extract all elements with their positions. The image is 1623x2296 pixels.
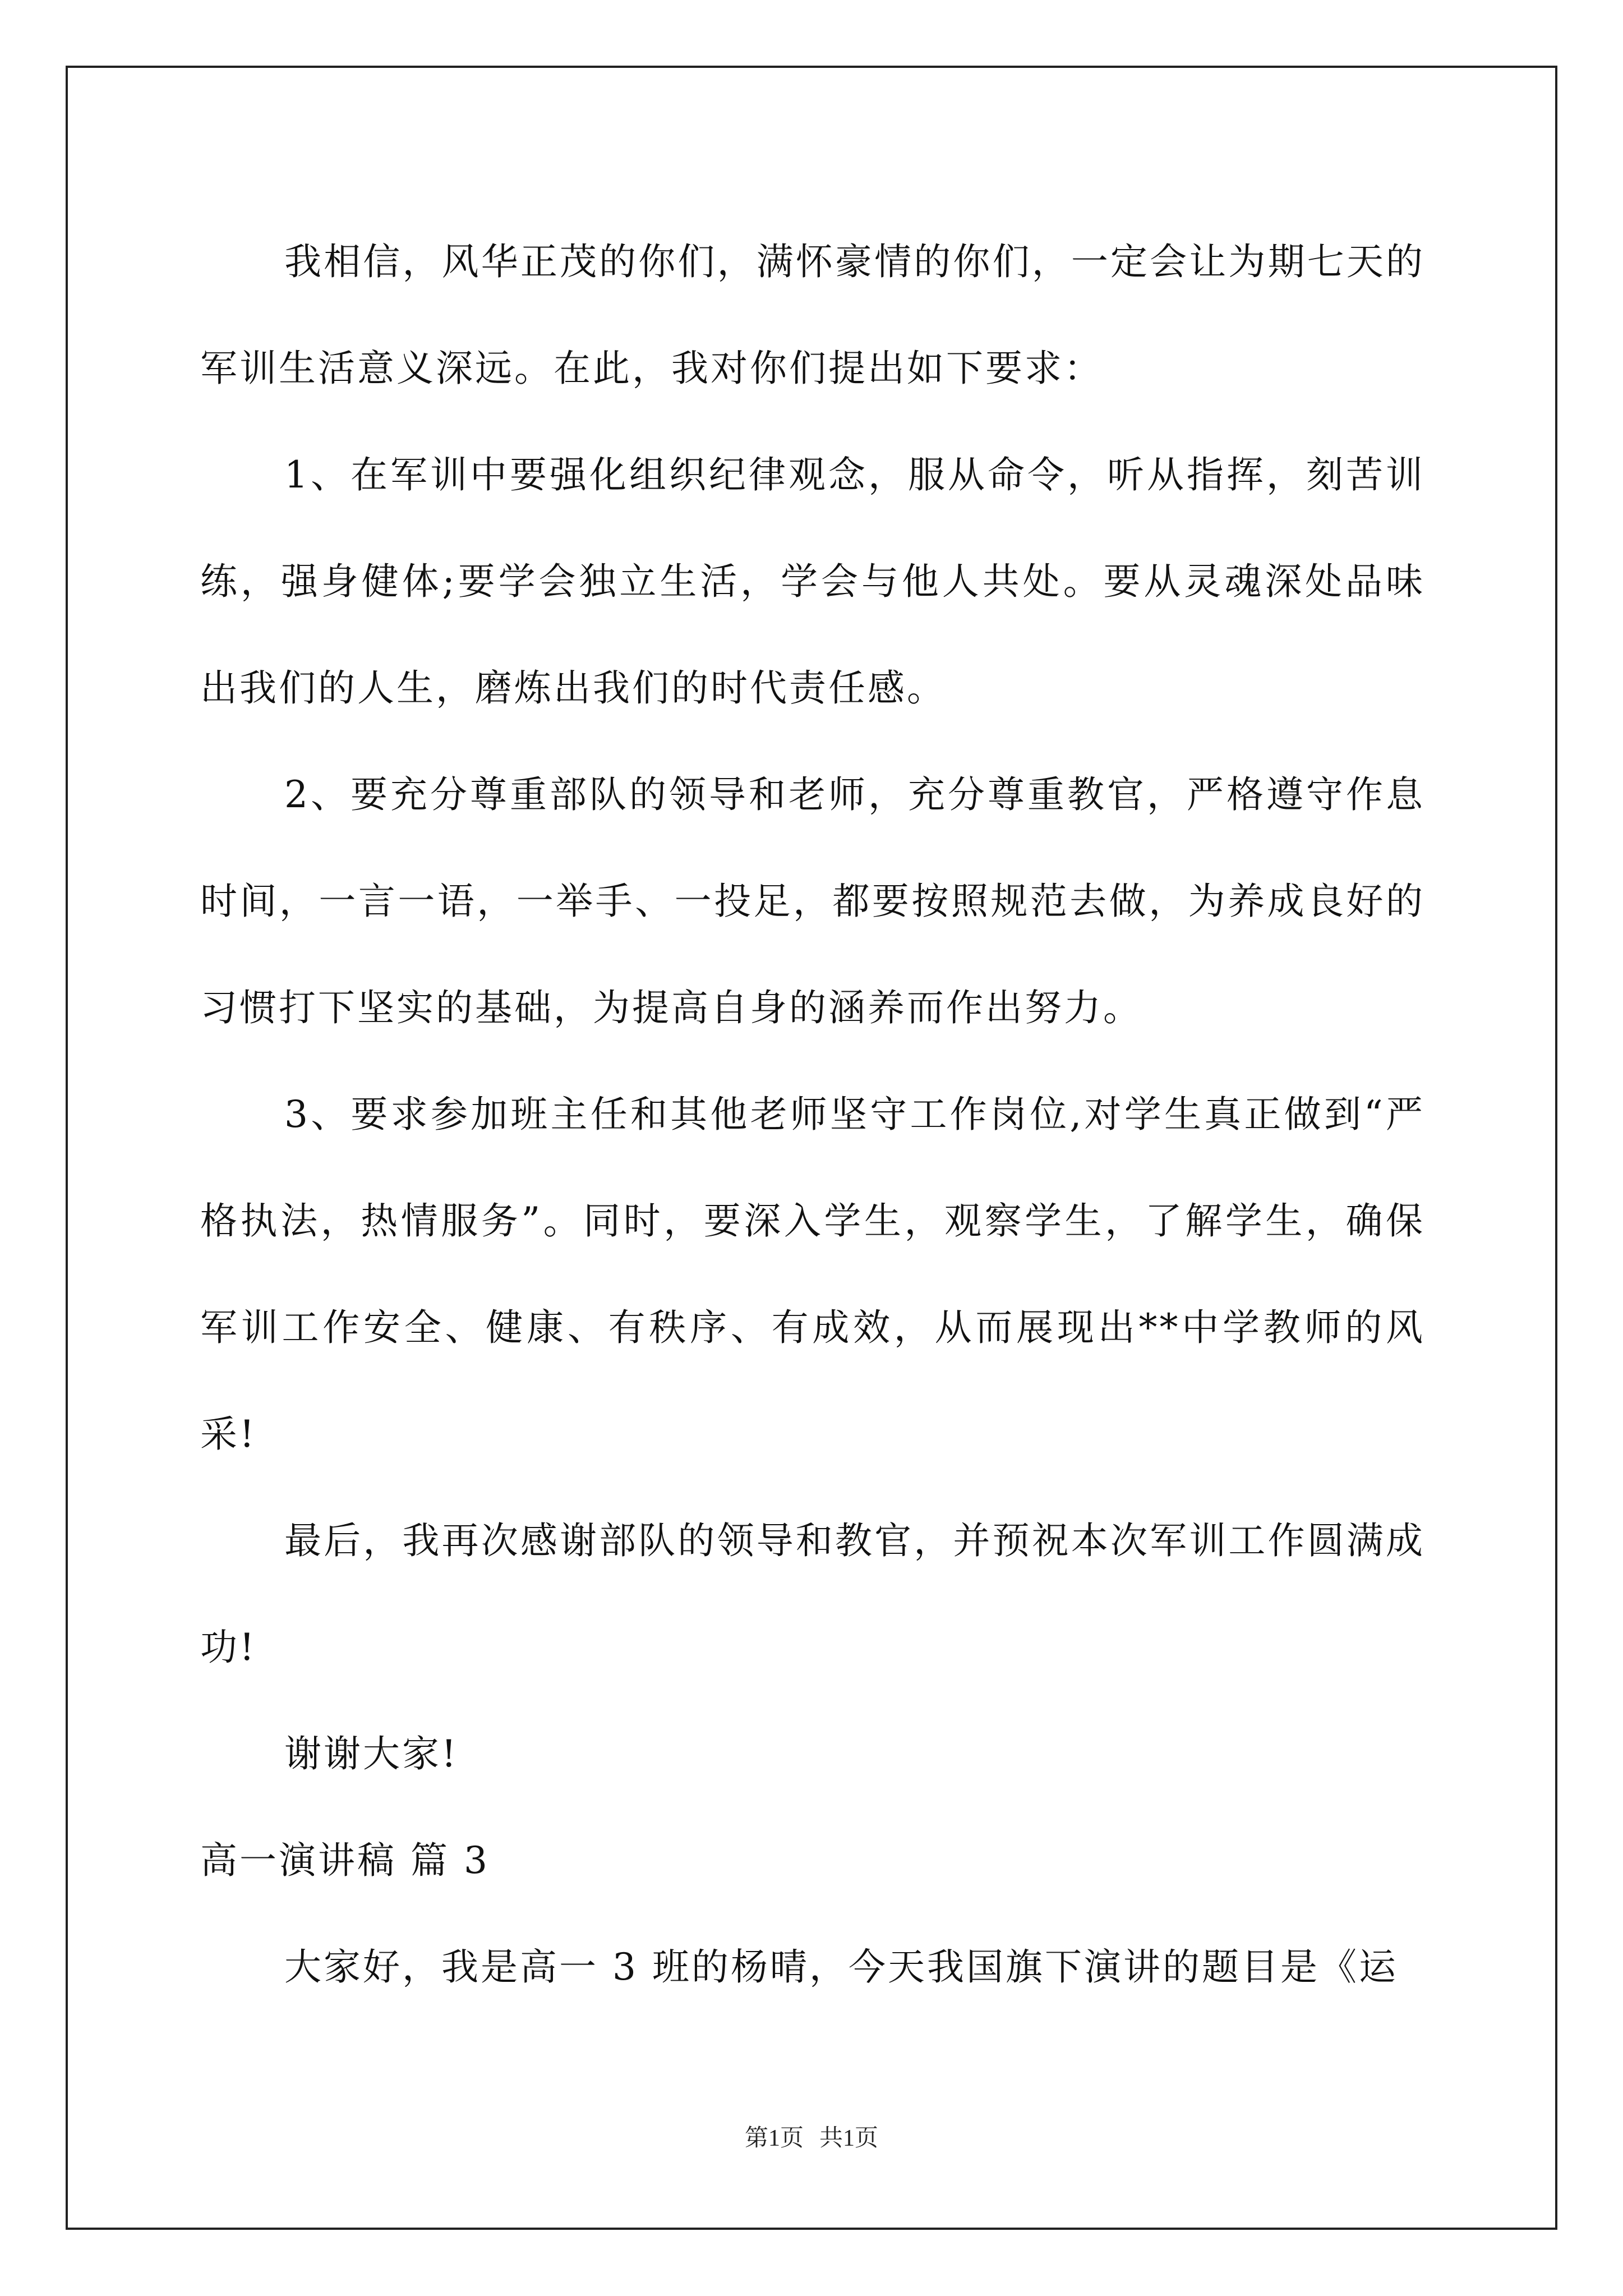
paragraph-requirement-1: 1、在军训中要强化组织纪律观念，服从命令，听从指挥，刻苦训练，强身健体;要学会独立生活，学会与他人共处。要从灵魂深处品味出我们的人生，磨炼出我们的时代责任感。 [200,453,1425,710]
paragraph-thanks: 谢谢大家! [284,1732,459,1775]
section-heading: 高一演讲稿 篇 3 [200,1839,490,1882]
page-total: 共1页 [819,2125,879,2151]
paragraph-requirement-3: 3、要求参加班主任和其他老师坚守工作岗位,对学生真正做到“严格执法，热情服务”。同时，要深入学生，观察学生，了解学生，确保军训工作安全、健康、有秩序、有成效，从而展现出**中学教师的风采! [200,1093,1425,1456]
paragraph-requirement-2: 2、要充分尊重部队的领导和老师，充分尊重教官，严格遵守作息时间，一言一语，一举手、一投足，都要按照规范去做，为养成良好的习惯打下坚实的基础，为提高自身的涵养而作出努力。 [200,773,1425,1029]
page-number: 第1页 [744,2125,804,2151]
document-body [200,209,1425,2021]
paragraph-closing: 最后，我再次感谢部队的领导和教官，并预祝本次军训工作圆满成功! [200,1519,1425,1669]
page-footer [0,2122,1623,2155]
paragraph-speech-opening: 大家好，我是高一 3 班的杨晴，今天我国旗下演讲的题目是《运 [284,1945,1398,1989]
paragraph-intro: 我相信，风华正茂的你们，满怀豪情的你们，一定会让为期七天的军训生活意义深远。在此，我对你们提出如下要求： [200,240,1425,390]
